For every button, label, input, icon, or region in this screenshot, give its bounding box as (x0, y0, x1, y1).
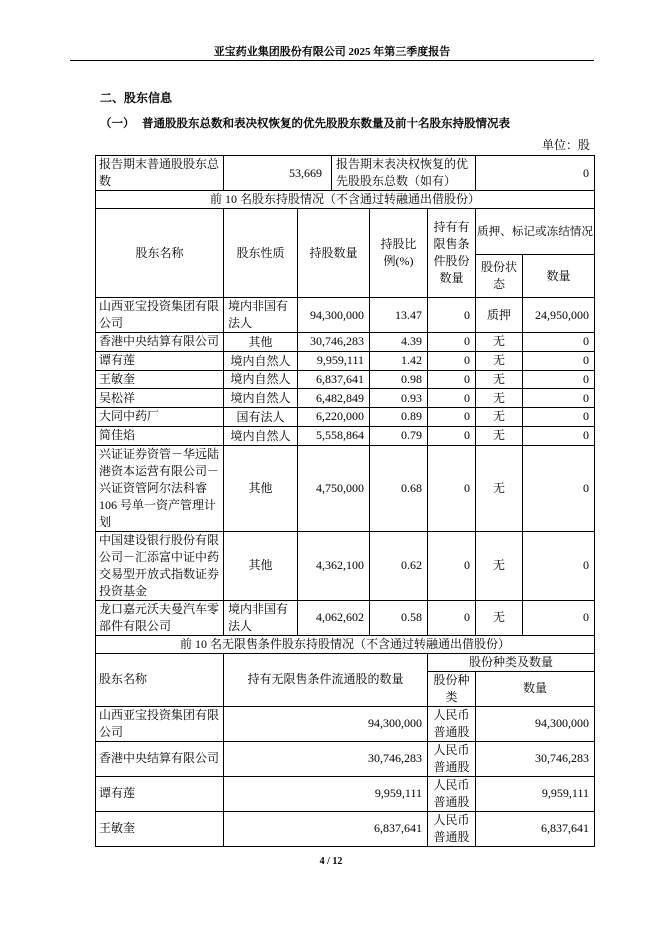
report-title: 亚宝药业集团股份有限公司 2025 年第三季度报告 (213, 46, 451, 58)
pledge-status: 无 (476, 600, 523, 635)
holding-ratio: 13.47 (370, 298, 428, 333)
share-type-amount: 94,300,000 (476, 706, 595, 741)
shareholder-nature-text: 境内非国有法人 (228, 601, 289, 633)
unrestricted-shares: 30,746,283 (224, 741, 428, 776)
shareholder-nature-text: 国有法人 (236, 409, 285, 424)
shareholder-nature-text: 其他 (248, 480, 273, 495)
restricted-shares: 0 (428, 351, 476, 370)
share-type-amount: 30,746,283 (476, 741, 595, 776)
pledge-status: 质押 (476, 298, 523, 333)
shares-held: 30,746,283 (298, 333, 370, 352)
shareholder-nature (224, 408, 298, 427)
shares-held: 94,300,000 (298, 298, 370, 333)
pledge-amount: 0 (523, 426, 595, 445)
pledge-amount: 0 (523, 389, 595, 408)
col-header-unrestricted-quantity: 持有无限售条件流通股的数量 (224, 653, 428, 706)
col-header-pledge-group: 质押、标记或冻结情况 (476, 209, 595, 255)
shareholder-row (96, 389, 595, 408)
shareholder-row (96, 351, 595, 370)
share-type: 人民币普通股 (428, 706, 476, 741)
shareholder-name: 中国建设银行股份有限公司－汇添富中证中药交易型开放式指数证券投资基金 (96, 531, 224, 600)
shareholder-name: 山西亚宝投资集团有限公司 (96, 298, 224, 333)
shareholder-name: 谭有莲 (96, 351, 224, 370)
shareholder-nature (224, 298, 298, 333)
shareholder-name: 王敏奎 (96, 370, 224, 389)
unrestricted-shares: 9,959,111 (224, 776, 428, 811)
shares-held: 4,362,100 (298, 531, 370, 600)
restricted-shares: 0 (428, 445, 476, 531)
holding-ratio: 0.68 (370, 445, 428, 531)
shares-held: 6,837,641 (298, 370, 370, 389)
col-header-pledge-status: 股份状态 (476, 255, 523, 298)
share-type-amount: 9,959,111 (476, 776, 595, 811)
shareholder-row (96, 531, 595, 600)
pledge-status: 无 (476, 370, 523, 389)
shareholder-name: 龙口嘉元沃夫曼汽车零部件有限公司 (96, 600, 224, 635)
unrestricted-row (96, 811, 595, 846)
unrestricted-header-row (96, 653, 595, 671)
holding-ratio: 4.39 (370, 333, 428, 352)
subsection-title: 普通股股东总数和表决权恢复的优先股股东数量及前十名股东持股情况表 (142, 118, 510, 130)
unrestricted-shareholder-name: 谭有莲 (96, 776, 224, 811)
subsection-number: （一） (100, 118, 135, 130)
shareholder-row (96, 333, 595, 352)
page-number: 4 / 12 (319, 856, 343, 867)
shareholder-row (96, 445, 595, 531)
shareholder-nature (224, 389, 298, 408)
pledge-status: 无 (476, 351, 523, 370)
unrestricted-row (96, 741, 595, 776)
share-type: 人民币普通股 (428, 776, 476, 811)
share-type-amount: 6,837,641 (476, 811, 595, 846)
shareholder-name: 吴松祥 (96, 389, 224, 408)
holding-ratio: 0.93 (370, 389, 428, 408)
pledge-status: 无 (476, 408, 523, 427)
shareholder-nature-text: 其他 (248, 558, 273, 573)
unrestricted-shares: 6,837,641 (224, 811, 428, 846)
shares-held: 9,959,111 (298, 351, 370, 370)
shareholder-nature-text: 其他 (248, 334, 273, 349)
shareholder-name: 大同中药厂 (96, 408, 224, 427)
pledge-amount: 0 (523, 531, 595, 600)
shareholder-nature (224, 351, 298, 370)
shares-held: 5,558,864 (298, 426, 370, 445)
shareholder-table (95, 155, 595, 847)
top10-caption-row (96, 191, 595, 209)
col-header-restricted: 持有有限售条件股份数量 (428, 209, 476, 298)
subsection-heading (100, 116, 510, 132)
shares-held: 4,750,000 (298, 445, 370, 531)
preferred-holders-label: 报告期末表决权恢复的优先股股东总数（如有） (332, 156, 476, 191)
share-type: 人民币普通股 (428, 811, 476, 846)
shareholder-nature-text: 境内自然人 (230, 391, 291, 405)
pledge-amount: 0 (523, 408, 595, 427)
pledge-amount: 0 (523, 370, 595, 389)
preferred-holders-value: 0 (476, 156, 595, 191)
unrestricted-row (96, 706, 595, 741)
unit-label: 单位：股 (541, 138, 590, 152)
shares-held: 6,482,849 (298, 389, 370, 408)
share-type: 人民币普通股 (428, 741, 476, 776)
shareholder-nature (224, 445, 298, 531)
page-header (70, 45, 594, 61)
unrestricted-shareholder-name: 山西亚宝投资集团有限公司 (96, 706, 224, 741)
common-holders-label: 报告期末普通股股东总数 (96, 156, 224, 191)
holding-ratio: 0.89 (370, 408, 428, 427)
shareholder-name: 香港中央结算有限公司 (96, 333, 224, 352)
unrestricted-caption: 前 10 名无限售条件股东持股情况（不含通过转融通出借股份） (96, 635, 595, 653)
col-header-share-type: 股份种类 (428, 671, 476, 706)
shareholder-nature-text: 境内自然人 (230, 428, 291, 443)
shareholder-row (96, 600, 595, 635)
shares-held: 6,220,000 (298, 408, 370, 427)
shareholder-nature-text: 境内自然人 (230, 353, 291, 368)
restricted-shares: 0 (428, 370, 476, 389)
pledge-status: 无 (476, 445, 523, 531)
col-header-name: 股东名称 (96, 209, 224, 298)
unrestricted-row (96, 776, 595, 811)
holding-ratio: 0.98 (370, 370, 428, 389)
unrestricted-caption-row (96, 635, 595, 653)
holding-ratio: 0.58 (370, 600, 428, 635)
pledge-status: 无 (476, 333, 523, 352)
pledge-status: 无 (476, 531, 523, 600)
shareholder-nature (224, 600, 298, 635)
shares-held: 4,062,602 (298, 600, 370, 635)
shareholder-row (96, 426, 595, 445)
pledge-amount: 0 (523, 351, 595, 370)
col-header-unrestricted-name: 股东名称 (96, 653, 224, 706)
unrestricted-shareholder-name: 王敏奎 (96, 811, 224, 846)
shareholder-row (96, 408, 595, 427)
shareholder-nature (224, 531, 298, 600)
col-header-nature: 股东性质 (224, 209, 298, 298)
shareholder-row (96, 298, 595, 333)
top10-caption: 前 10 名股东持股情况（不含通过转融通出借股份） (96, 191, 595, 209)
col-header-pledge-amount: 数量 (523, 255, 595, 298)
pledge-amount: 0 (523, 445, 595, 531)
shareholder-nature-text: 境内非国有法人 (228, 299, 289, 330)
pledge-amount: 24,950,000 (523, 298, 595, 333)
shareholder-nature (224, 333, 298, 352)
holding-ratio: 0.62 (370, 531, 428, 600)
restricted-shares: 0 (428, 408, 476, 427)
section-title: 二、股东信息 (100, 91, 173, 105)
col-header-shares: 持股数量 (298, 209, 370, 298)
shareholder-name: 兴证证券资管－华远陆港资本运营有限公司－兴证资管阿尔法科睿106 号单一资产管理计划 (96, 445, 224, 531)
restricted-shares: 0 (428, 298, 476, 333)
restricted-shares: 0 (428, 600, 476, 635)
col-header-share-type-group: 股份种类及数量 (428, 653, 595, 671)
restricted-shares: 0 (428, 531, 476, 600)
col-header-share-type-amount: 数量 (476, 671, 595, 706)
pledge-amount: 0 (523, 333, 595, 352)
holding-ratio: 0.79 (370, 426, 428, 445)
restricted-shares: 0 (428, 426, 476, 445)
shareholder-nature-text: 境内自然人 (230, 372, 291, 387)
pledge-amount: 0 (523, 600, 595, 635)
summary-row (96, 156, 595, 191)
shareholder-nature (224, 370, 298, 389)
pledge-status: 无 (476, 389, 523, 408)
shareholder-row (96, 370, 595, 389)
unrestricted-shareholder-name: 香港中央结算有限公司 (96, 741, 224, 776)
col-header-ratio: 持股比例(%) (370, 209, 428, 298)
top10-header-row (96, 209, 595, 255)
restricted-shares: 0 (428, 333, 476, 352)
shareholder-nature (224, 426, 298, 445)
pledge-status: 无 (476, 426, 523, 445)
shareholder-name: 简佳焰 (96, 426, 224, 445)
common-holders-value: 53,669 (224, 156, 332, 191)
unrestricted-shares: 94,300,000 (224, 706, 428, 741)
restricted-shares: 0 (428, 389, 476, 408)
holding-ratio: 1.42 (370, 351, 428, 370)
